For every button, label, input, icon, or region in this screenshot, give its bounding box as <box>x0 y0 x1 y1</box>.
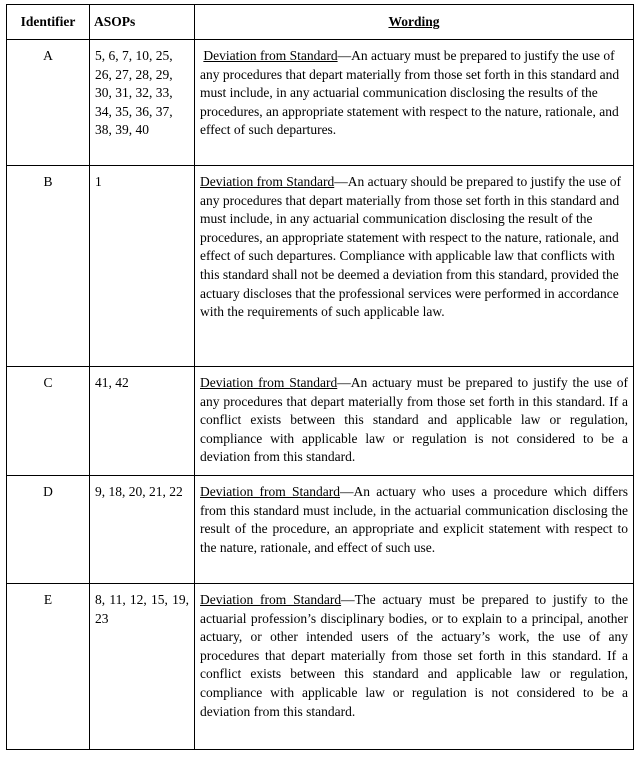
wording-term: Deviation from Standard <box>200 592 342 607</box>
table-row <box>7 476 634 584</box>
table-row <box>7 584 634 750</box>
table-row <box>7 166 634 367</box>
table-header-row <box>7 5 634 40</box>
header-wording <box>195 5 634 40</box>
wording-text: —An actuary should be prepared to justify the use of any procedures that depart materially from those set forth in this standard and must include, in any actuarial communication disclosing the result of the procedures, an appropriate statement with respect to the nature, rationale, and effect of such departures. Compliance with applicable law that conflicts with this standard shall not be deemed a deviation from this standard, provided the actuary discloses that the professional services were performed in accordance with the requirements of such applicable law. <box>200 174 622 320</box>
table-row <box>7 367 634 476</box>
wording-text: —An actuary must be prepared to justify the use of any procedures that depart materially from those set forth in this standard and must include, in any actuarial communication disclosing the results of the procedures, an appropriate statement with respect to the nature, rationale, and effect of such departures. <box>200 48 620 138</box>
row-asops: 1 <box>90 166 195 367</box>
row-identifier: A <box>7 40 90 166</box>
row-identifier: D <box>7 476 90 584</box>
header-asops: ASOPs <box>90 5 195 40</box>
wording-text: —An actuary must be prepared to justify the use of any procedures that depart materially from those set forth in this standard. If a conflict exists between this standard and applicable law or regulation, compliance with applicable law or regulation is not considered to be a deviation from this standard. <box>200 375 629 465</box>
row-asops: 8, 11, 12, 15, 19, 23 <box>90 584 195 750</box>
asop-deviation-table <box>6 4 634 750</box>
row-asops: 41, 42 <box>90 367 195 476</box>
row-identifier: B <box>7 166 90 367</box>
wording-term: Deviation from Standard <box>200 174 335 189</box>
row-asops: 5, 6, 7, 10, 25, 26, 27, 28, 29, 30, 31, 32, 33, 34, 35, 36, 37, 38, 39, 40 <box>90 40 195 166</box>
row-identifier: C <box>7 367 90 476</box>
row-asops: 9, 18, 20, 21, 22 <box>90 476 195 584</box>
row-wording <box>195 584 634 750</box>
row-wording <box>195 367 634 476</box>
wording-term: Deviation from Standard <box>200 375 338 390</box>
header-identifier: Identifier <box>7 5 90 40</box>
row-wording <box>195 166 634 367</box>
row-wording <box>195 40 634 166</box>
row-identifier: E <box>7 584 90 750</box>
wording-term: Deviation from Standard <box>200 484 340 499</box>
wording-term: Deviation from Standard <box>203 48 338 63</box>
table-row <box>7 40 634 166</box>
wording-text: —An actuary who uses a procedure which differs from this standard must include, in the actuarial communication disclosing the result of the procedure, an appropriate and explicit statement with respect to the nature, rationale, and effect of such use. <box>200 484 628 555</box>
wording-text: —The actuary must be prepared to justify to the actuarial profession’s disciplinary bodies, or to explain to a principal, another actuary, or other intended users of the actuary’s work, the use of any procedures that depart materially from those set forth in this standard. If a conflict exists between this standard and applicable law or regulation, compliance with applicable law or regulation is not considered to be a deviation from this standard. <box>200 592 629 719</box>
row-wording <box>195 476 634 584</box>
header-wording-label: Wording <box>388 13 440 29</box>
